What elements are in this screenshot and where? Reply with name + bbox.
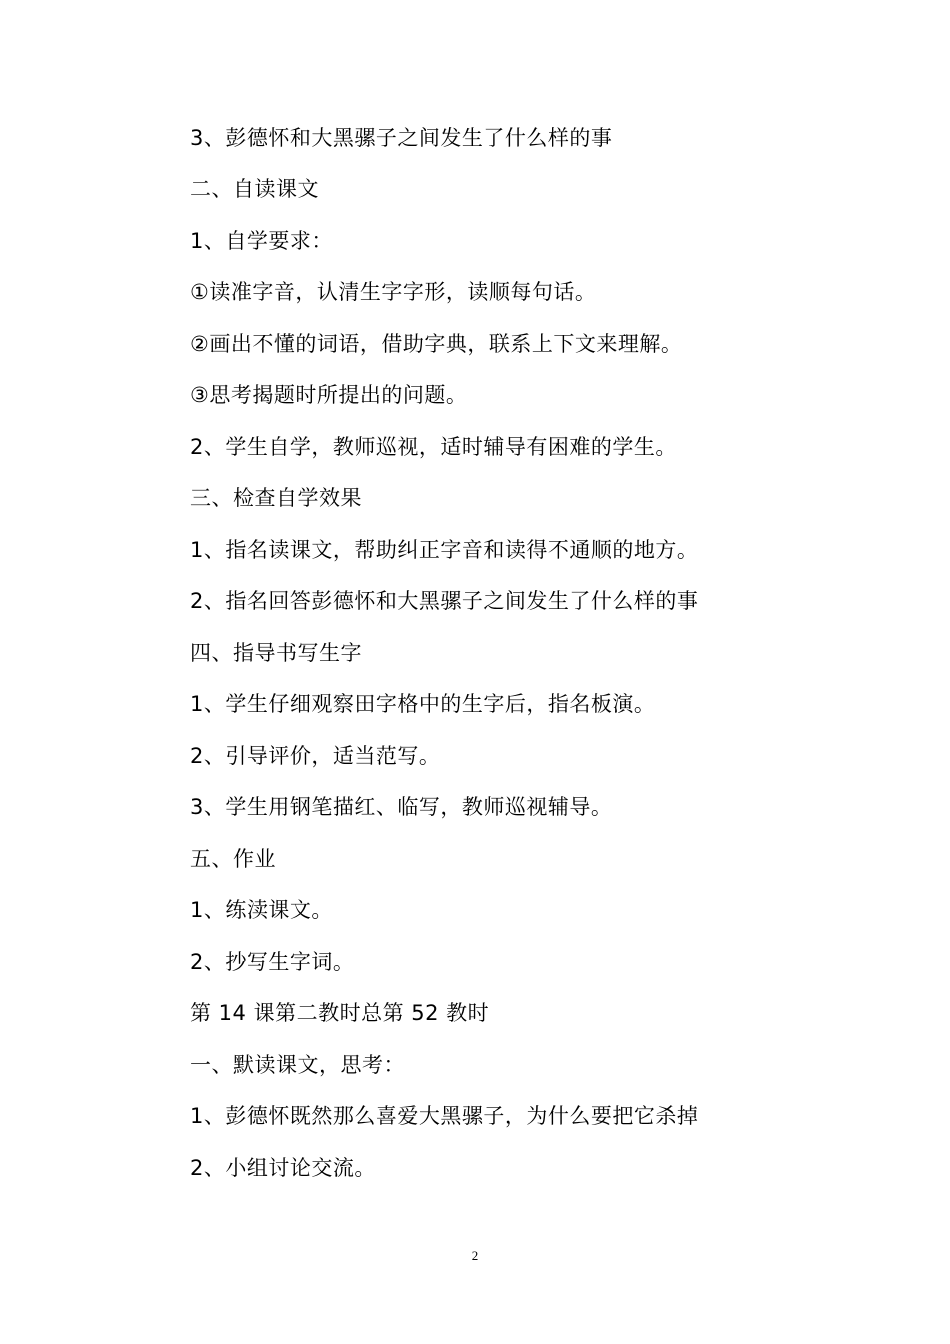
text-line: 2、学生自学，教师巡视，适时辅导有困难的学生。 [190, 435, 677, 459]
page-number: 2 [471, 1248, 479, 1263]
text-line: 3、彭德怀和大黑骡子之间发生了什么样的事 [190, 126, 613, 150]
text-line: 1、学生仔细观察田字格中的生字后，指名板演。 [190, 692, 656, 716]
section-heading: 三、检查自学效果 [190, 486, 362, 510]
text-line: 2、引导评价，适当范写。 [190, 744, 441, 768]
text-line: 1、指名读课文，帮助纠正字音和读得不通顺的地方。 [190, 538, 699, 562]
text-line: 1、彭德怀既然那么喜爱大黑骡子，为什么要把它杀掉 [190, 1104, 699, 1128]
text-line: 1、自学要求： [190, 229, 333, 253]
text-line: 3、学生用钢笔描红、临写，教师巡视辅导。 [190, 795, 613, 819]
lesson-heading: 第 14 课第二教时总第 52 教时 [190, 1001, 490, 1025]
section-heading: 五、作业 [190, 847, 276, 871]
text-line: 2、抄写生字词。 [190, 950, 355, 974]
section-heading: 一、默读课文，思考： [190, 1053, 405, 1077]
text-line: ③思考揭题时所提出的问题。 [190, 383, 468, 407]
section-heading: 二、自读课文 [190, 177, 319, 201]
text-line: ②画出不懂的词语，借助字典，联系上下文来理解。 [190, 332, 683, 356]
text-line: 2、小组讨论交流。 [190, 1156, 376, 1180]
section-heading: 四、指导书写生字 [190, 641, 362, 665]
text-line: 2、指名回答彭德怀和大黑骡子之间发生了什么样的事 [190, 589, 699, 613]
text-line: ①读准字音，认清生字字形，读顺每句话。 [190, 280, 597, 304]
text-line: 1、练渎课文。 [190, 898, 333, 922]
